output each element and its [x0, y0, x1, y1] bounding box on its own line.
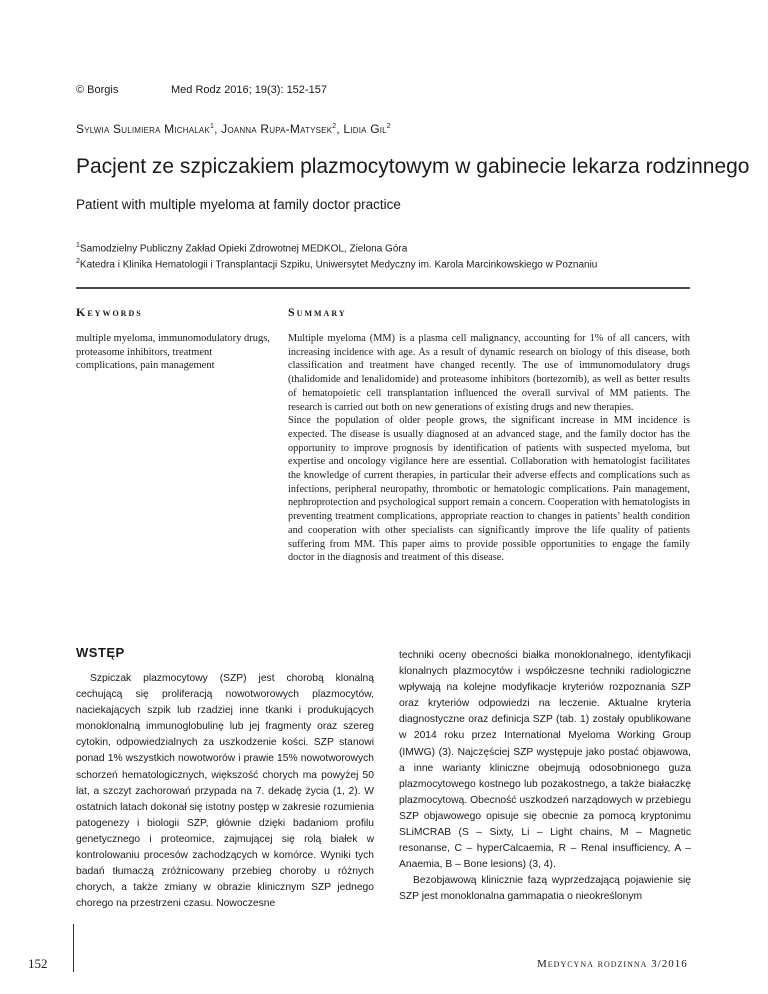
summary-body — [288, 332, 690, 565]
section-divider — [76, 287, 690, 289]
keywords-heading: Keywords — [76, 305, 143, 319]
affiliation-number: 1 — [76, 242, 80, 249]
affiliation — [76, 258, 597, 270]
journal-citation: Med Rodz 2016; 19(3): 152-157 — [171, 84, 327, 96]
page-number-divider — [73, 924, 74, 972]
body-column-right — [399, 648, 691, 906]
affiliation-number: 2 — [76, 258, 80, 265]
article-title: Pacjent ze szpiczakiem plazmocytowym w gabinecie lekarza rodzinnego — [76, 155, 750, 178]
affiliation-text: Katedra i Klinika Hematologii i Transplantacji Szpiku, Uniwersytet Medyczny im. Karola Marcinkowskiego w Poznaniu — [79, 259, 598, 271]
summary-heading: Summary — [288, 305, 347, 319]
author-name: Lidia Gil — [343, 122, 387, 136]
body-paragraph: techniki oceny obecności białka monoklonalnego, identyfikacji klonalnych plazmocytów i współczesne techniki radiologiczne wpływają na kolejne modyfikacje kryteriów rozpoznania SZP oraz kryteriów odpowiedzi na leczenie. Aktualne kryteria diagnostyczne oraz definicja SZP (tab. 1) zostały opublikowane w 2014 roku przez International Myeloma Working Group (IMWG) (3). Najczęściej SZP występuje jako postać objawowa, a inne warianty kliniczne obejmują odosobnionego guza plazmocytowego kostnego lub pozakostnego, a także białaczkę plazmocytową. Obecność uszkodzeń narządowych w przebiegu SZP objawowego opisuje się obecnie za pomocą kryptonimu SLiMCRAB (S – Sixty, Li – Light chains, M – Magnetic resonanse, C – hyperCalcaemia, R – Renal insufficiency, A – Anaemia, B – Bone lesions) (3, 4). — [399, 650, 691, 871]
keywords-text: multiple myeloma, immunomodulatory drugs, proteasome inhibitors, treatment complications, pain management — [76, 333, 270, 372]
copyright-notice: © Borgis — [76, 84, 119, 96]
affiliation-text: Samodzielny Publiczny Zakład Opieki Zdrowotnej MEDKOL, Zielona Góra — [79, 243, 408, 255]
author-affiliation-ref: 2 — [386, 123, 391, 130]
summary-paragraph: Since the population of older people grows, the significant increase in MM incidence is expected. The disease is usually diagnosed at an advanced stage, and the family doctor has the opportunity to improve prognosis by identification of patients with suspected myeloma, but expertise and oncology vigilance here are essential. Collaboration with hematologist facilitates the knowledge of current therapies, in particular their adverse effects and complications such as infections, peripheral neuropathy, thrombotic or hematologic complications. Pain management, nephroprotection and psychological support remain a concern. Cooperation with hematologists in preventing treatment complications, appropriate reaction to changes in patients’ health condition and cooperation with other specialists can significantly improve the life quality of patients suffering from MM. This paper aims to provide possible opportunities to engage the family doctor in the diagnosis and treatment of this disease. — [288, 415, 690, 564]
author-list: Sylwia Sulimiera Michalak$^1$, Joanna Rupa-Matysek$^2$, Lidia Gil$^2$ — [76, 122, 391, 136]
body-column-left — [76, 671, 374, 912]
author-name: Joanna Rupa-Matysek — [221, 122, 333, 136]
body-paragraph: Bezobjawową klinicznie fazą wyprzedzającą pojawienie się SZP jest monoklonalna gammapatia o nieokreślonym — [399, 875, 691, 903]
journal-footer: Medycyna rodzinna 3/2016 — [537, 958, 688, 970]
author-name: Sylwia Sulimiera Michalak — [76, 122, 210, 136]
page-number: 152 — [28, 956, 48, 971]
article-subtitle: Patient with multiple myeloma at family doctor practice — [76, 197, 401, 212]
body-paragraph: Szpiczak plazmocytowy (SZP) jest chorobą klonalną cechującą się proliferacją nowotworowych plazmocytów, naciekających szpik lub rzadziej inne tkanki i produkujących monoklonalną immunoglobulinę lub jej fragmenty oraz szereg cytokin, odpowiedzialnych za uszkodzenie kości. SZP stanowi ponad 1% wszystkich nowotworów i prawie 15% nowotworowych schorzeń hematologicznych, większość chorych ma powyżej 50 lat, a szczyt zachorowań przypada na 7. dekadę życia (1, 2). W ostatnich latach dokonał się istotny postęp w zakresie rozumienia patogenezy i biologii SZP, głównie dzięki badaniom profilu genetycznego i proteomice, zajmującej się rolą białek w kontrolowaniu procesów zachodzących w komórce. Wyniki tych badań tłumaczą zróżnicowany przebieg choroby u różnych chorych, a także zmiany w obrazie klinicznym SZP jednego chorego na przestrzeni czasu. Nowoczesne — [76, 673, 374, 910]
intro-heading: WSTĘP — [76, 645, 125, 660]
author-affiliation-ref: 2 — [332, 123, 337, 130]
summary-paragraph: Multiple myeloma (MM) is a plasma cell malignancy, accounting for 1% of all cancers, with increasing incidence with age. As a result of dynamic research on biology of this disease, both classification and treatment have changed recently. The use of immunomodulatory drugs (thalidomide and lenalidomide) and proteasome inhibitors (bortezomib), as well as better results of hematopoietic cell transplantation influenced the overall survival of MM patients. The research is carried out both on new generations of existing drugs and new therapies. — [288, 333, 690, 413]
author-affiliation-ref: 1 — [210, 123, 215, 130]
affiliation — [76, 242, 407, 254]
